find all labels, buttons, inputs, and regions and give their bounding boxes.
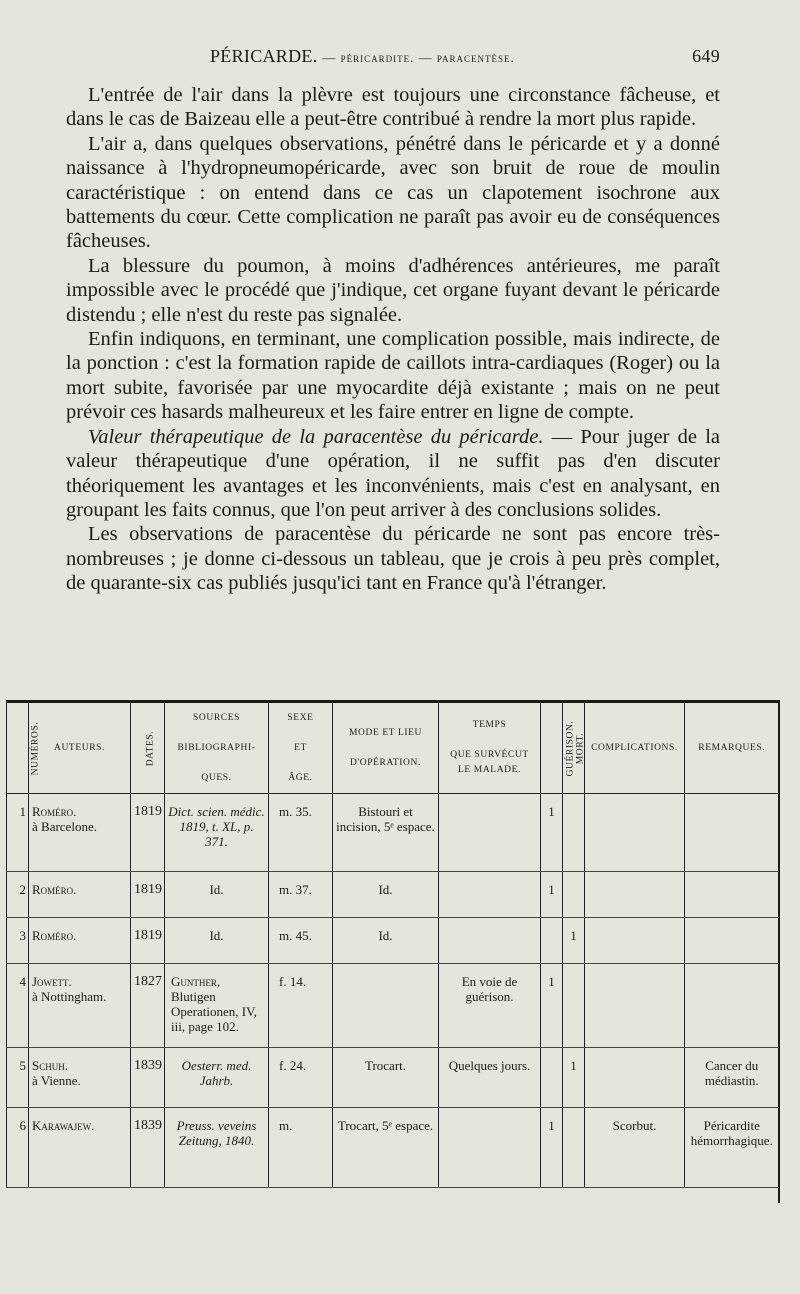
cell-complications xyxy=(585,918,685,964)
table-row xyxy=(7,964,779,1048)
cases-table-wrapper xyxy=(6,700,780,1203)
cases-table xyxy=(6,703,779,1188)
cell-sex-age: f. 24. xyxy=(269,1048,333,1108)
cell-num: 6 xyxy=(7,1108,29,1188)
table-row xyxy=(7,872,779,918)
cell-guerison: 1 xyxy=(541,872,563,918)
cell-mode: Id. xyxy=(333,872,439,918)
cell-mort: 1 xyxy=(563,1048,585,1108)
cell-temps xyxy=(439,918,541,964)
cell-author: Roméro. à Barcelone. xyxy=(29,794,131,872)
cell-date: 1839 xyxy=(131,1108,165,1188)
cell-source: Id. xyxy=(165,872,269,918)
cell-guerison: 1 xyxy=(541,964,563,1048)
cell-source: Gunther, Blutigen Operationen, IV, iii, page 102. xyxy=(165,964,269,1048)
cell-mort xyxy=(563,794,585,872)
cell-source: Dict. scien. médic. 1819, t. XL, p. 371. xyxy=(165,794,269,872)
cell-mode xyxy=(333,964,439,1048)
cell-mode: Trocart, 5ᵉ espace. xyxy=(333,1108,439,1188)
col-header-remarques: REMARQUES. xyxy=(685,703,779,794)
cell-date: 1819 xyxy=(131,872,165,918)
cell-complications xyxy=(585,964,685,1048)
cell-guerison: 1 xyxy=(541,1108,563,1188)
cell-mort xyxy=(563,964,585,1048)
cell-author: Roméro. xyxy=(29,872,131,918)
running-title xyxy=(210,46,515,67)
cell-mode: Bistouri et incision, 5ᵉ espace. xyxy=(333,794,439,872)
cell-mort xyxy=(563,872,585,918)
col-header-guerison: GUÉRISON. xyxy=(541,703,563,794)
paragraph: L'entrée de l'air dans la plèvre est toujours une circonstance fâcheuse, et dans le cas de Baizeau elle a peut-être contribué à rendre la mort plus rapide. xyxy=(66,84,720,131)
cell-guerison xyxy=(541,918,563,964)
cell-sex-age: f. 14. xyxy=(269,964,333,1048)
table-row xyxy=(7,794,779,872)
cell-remarques xyxy=(685,964,779,1048)
cell-remarques xyxy=(685,794,779,872)
cell-guerison: 1 xyxy=(541,794,563,872)
cell-date: 1819 xyxy=(131,794,165,872)
cell-date: 1819 xyxy=(131,918,165,964)
cell-author: Roméro. xyxy=(29,918,131,964)
cell-complications xyxy=(585,872,685,918)
cell-remarques xyxy=(685,872,779,918)
table-header-row xyxy=(7,703,779,794)
cell-complications: Scorbut. xyxy=(585,1108,685,1188)
col-header-mode: MODE ET LIEU D'OPÉRATION. xyxy=(333,703,439,794)
paragraph-text: — Pour juger de la valeur thérapeutique d'une opération, il ne suffit pas d'en discuter théoriquement les avantages et les inconvénients, mais c'est en analysant, en groupant les faits connus, que l'on peut arriver à des conclusions solides. xyxy=(66,425,720,521)
paragraph xyxy=(66,425,720,523)
cell-sex-age: m. 45. xyxy=(269,918,333,964)
paragraph: L'air a, dans quelques observations, pénétré dans le péricarde et y a donné naissance à l'hydropneumopéricarde, avec son bruit de roue de moulin caractéristique : on entend dans ce cas un clapotement isochrone aux battements du cœur. Cette complication ne paraît pas avoir eu de conséquences fâcheuses. xyxy=(66,132,720,253)
cell-sex-age: m. xyxy=(269,1108,333,1188)
cell-date: 1839 xyxy=(131,1048,165,1108)
table-row xyxy=(7,1048,779,1108)
paragraph: Les observations de paracentèse du péricarde ne sont pas encore très-nombreuses ; je donne ci-dessous un tableau, que je crois à peu près complet, de quarante-six cas publiés jusqu'ici tant en France qu'à l'étranger. xyxy=(66,523,720,595)
cell-temps xyxy=(439,872,541,918)
cell-remarques: Péricardite hémorrhagique. xyxy=(685,1108,779,1188)
cell-num: 2 xyxy=(7,872,29,918)
cell-num: 1 xyxy=(7,794,29,872)
cell-source: Oesterr. med. Jahrb. xyxy=(165,1048,269,1108)
cell-num: 4 xyxy=(7,964,29,1048)
cell-author: Karawajew. xyxy=(29,1108,131,1188)
cell-author: Schuh. à Vienne. xyxy=(29,1048,131,1108)
cell-complications xyxy=(585,1048,685,1108)
col-header-mort: MORT. xyxy=(563,703,585,794)
running-title-sub: — péricardite. — paracentèse. xyxy=(322,50,515,65)
cell-num: 3 xyxy=(7,918,29,964)
table-row xyxy=(7,1108,779,1188)
cell-date: 1827 xyxy=(131,964,165,1048)
cell-mort: 1 xyxy=(563,918,585,964)
running-title-main: PÉRICARDE. xyxy=(210,46,318,66)
col-header-dates: DATES. xyxy=(131,703,165,794)
cell-temps xyxy=(439,1108,541,1188)
cell-sex-age: m. 35. xyxy=(269,794,333,872)
col-header-numeros: NUMÉROS. xyxy=(7,703,29,794)
cell-remarques: Cancer du médiastin. xyxy=(685,1048,779,1108)
cell-num: 5 xyxy=(7,1048,29,1108)
cell-temps xyxy=(439,794,541,872)
cell-remarques xyxy=(685,918,779,964)
col-header-sources: SOURCES BIBLIOGRAPHI- QUES. xyxy=(165,703,269,794)
cell-guerison xyxy=(541,1048,563,1108)
cell-author: Jowett. à Nottingham. xyxy=(29,964,131,1048)
cell-mode: Id. xyxy=(333,918,439,964)
cell-complications xyxy=(585,794,685,872)
cell-source: Preuss. veveins Zeitung, 1840. xyxy=(165,1108,269,1188)
page-number: 649 xyxy=(692,46,720,66)
col-header-sexe: SEXE ET ÂGE. xyxy=(269,703,333,794)
section-heading-italic: Valeur thérapeutique de la paracentèse du péricarde. xyxy=(88,425,544,448)
cell-sex-age: m. 37. xyxy=(269,872,333,918)
cell-mode: Trocart. xyxy=(333,1048,439,1108)
paragraph: Enfin indiquons, en terminant, une complication possible, mais indirecte, de la ponction : c'est la formation rapide de caillots intra-cardiaques (Roger) ou la mort subite, favorisée par une myocardite déjà existante ; mais on ne peut prévoir ces hasards malheureux et les faire entrer en ligne de compte. xyxy=(66,328,720,424)
col-header-complications: COMPLICATIONS. xyxy=(585,703,685,794)
body-text xyxy=(66,83,720,596)
cell-temps: Quelques jours. xyxy=(439,1048,541,1108)
cell-source: Id. xyxy=(165,918,269,964)
col-header-temps: TEMPS QUE SURVÉCUT LE MALADE. xyxy=(439,703,541,794)
cell-temps: En voie de guérison. xyxy=(439,964,541,1048)
col-header-auteurs: AUTEURS. xyxy=(29,703,131,794)
paragraph: La blessure du poumon, à moins d'adhérences antérieures, me paraît impossible avec le procédé que j'indique, cet organe fuyant devant le péricarde distendu ; elle n'est du reste pas signalée. xyxy=(66,254,720,326)
table-row xyxy=(7,918,779,964)
running-head xyxy=(40,46,720,72)
cell-mort xyxy=(563,1108,585,1188)
